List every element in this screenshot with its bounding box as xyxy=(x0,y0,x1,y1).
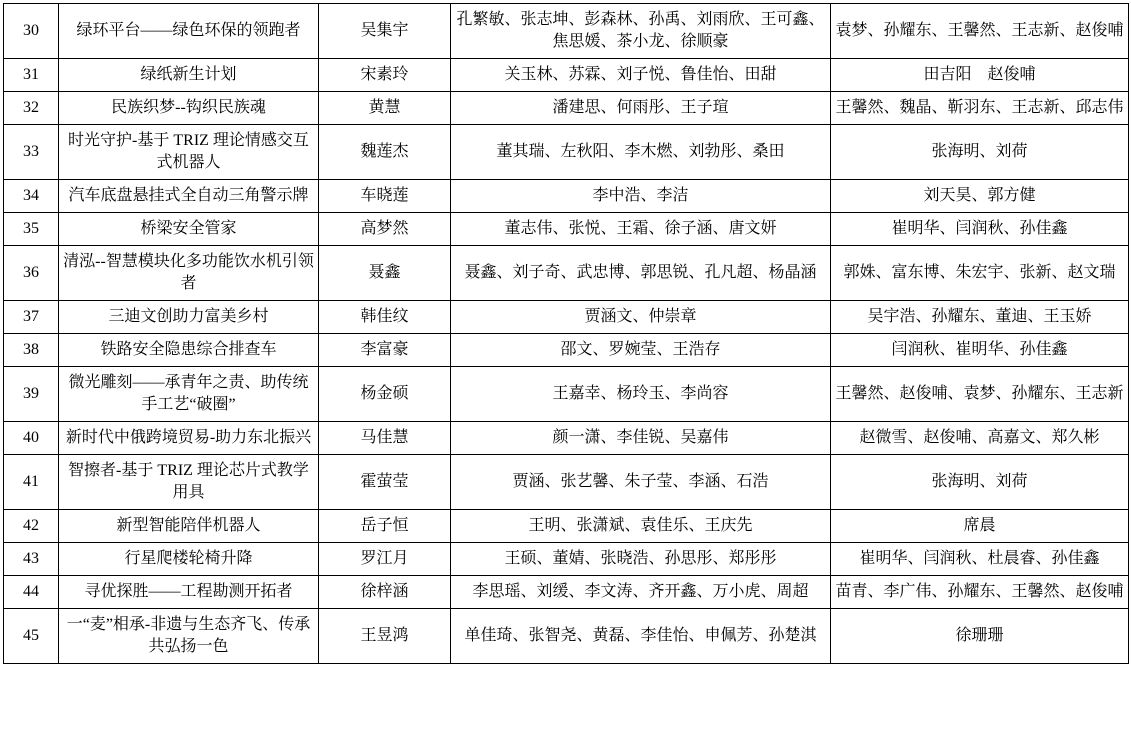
projects-table xyxy=(3,3,1129,664)
project-name-cell: 一“麦”相承-非遗与生态齐飞、传承共弘扬一色 xyxy=(59,609,319,664)
table-row xyxy=(4,609,1129,664)
project-name-cell: 微光雕刻——承青年之责、助传统手工艺“破圈” xyxy=(59,367,319,422)
leader-cell: 吴集宇 xyxy=(319,4,451,59)
row-number-cell: 38 xyxy=(4,334,59,367)
row-number-cell: 36 xyxy=(4,246,59,301)
leader-cell: 黄慧 xyxy=(319,92,451,125)
row-number-cell: 39 xyxy=(4,367,59,422)
table-row xyxy=(4,213,1129,246)
row-number-cell: 43 xyxy=(4,543,59,576)
leader-cell: 马佳慧 xyxy=(319,422,451,455)
table-row xyxy=(4,455,1129,510)
project-name-cell: 绿纸新生计划 xyxy=(59,59,319,92)
members-cell: 王明、张潇斌、袁佳乐、王庆先 xyxy=(451,510,831,543)
table-row xyxy=(4,510,1129,543)
members-cell: 王嘉幸、杨玲玉、李尚容 xyxy=(451,367,831,422)
row-number-cell: 32 xyxy=(4,92,59,125)
advisors-cell: 郭姝、富东博、朱宏宇、张新、赵文瑞 xyxy=(831,246,1129,301)
row-number-cell: 37 xyxy=(4,301,59,334)
members-cell: 颜一潇、李佳锐、吴嘉伟 xyxy=(451,422,831,455)
members-cell: 李中浩、李洁 xyxy=(451,180,831,213)
row-number-cell: 34 xyxy=(4,180,59,213)
leader-cell: 霍萤莹 xyxy=(319,455,451,510)
advisors-cell: 刘天昊、郭方健 xyxy=(831,180,1129,213)
project-name-cell: 寻优探胜——工程勘测开拓者 xyxy=(59,576,319,609)
leader-cell: 岳子恒 xyxy=(319,510,451,543)
members-cell: 李思瑶、刘缓、李文涛、齐开鑫、万小虎、周超 xyxy=(451,576,831,609)
advisors-cell: 徐珊珊 xyxy=(831,609,1129,664)
leader-cell: 徐梓涵 xyxy=(319,576,451,609)
members-cell: 孔繁敏、张志坤、彭森林、孙禹、刘雨欣、王可鑫、焦思媛、茶小龙、徐顺豪 xyxy=(451,4,831,59)
row-number-cell: 30 xyxy=(4,4,59,59)
members-cell: 王硕、董婧、张晓浩、孙思彤、郑彤彤 xyxy=(451,543,831,576)
advisors-cell: 闫润秋、崔明华、孙佳鑫 xyxy=(831,334,1129,367)
advisors-cell: 吴宇浩、孙耀东、董迪、王玉娇 xyxy=(831,301,1129,334)
leader-cell: 聂鑫 xyxy=(319,246,451,301)
advisors-cell: 席晨 xyxy=(831,510,1129,543)
row-number-cell: 33 xyxy=(4,125,59,180)
project-name-cell: 铁路安全隐患综合排查车 xyxy=(59,334,319,367)
row-number-cell: 42 xyxy=(4,510,59,543)
members-cell: 关玉林、苏霖、刘子悦、鲁佳怡、田甜 xyxy=(451,59,831,92)
project-name-cell: 汽车底盘悬挂式全自动三角警示牌 xyxy=(59,180,319,213)
advisors-cell: 崔明华、闫润秋、杜晨睿、孙佳鑫 xyxy=(831,543,1129,576)
members-cell: 单佳琦、张智尧、黄磊、李佳怡、申佩芳、孙楚淇 xyxy=(451,609,831,664)
advisors-cell: 崔明华、闫润秋、孙佳鑫 xyxy=(831,213,1129,246)
leader-cell: 韩佳纹 xyxy=(319,301,451,334)
leader-cell: 王昱鸿 xyxy=(319,609,451,664)
table-row xyxy=(4,246,1129,301)
row-number-cell: 45 xyxy=(4,609,59,664)
advisors-cell: 田吉阳 赵俊哺 xyxy=(831,59,1129,92)
members-cell: 董志伟、张悦、王霜、徐子涵、唐文妍 xyxy=(451,213,831,246)
advisors-cell: 王馨然、魏晶、靳羽东、王志新、邱志伟 xyxy=(831,92,1129,125)
table-row xyxy=(4,92,1129,125)
project-name-cell: 行星爬楼轮椅升降 xyxy=(59,543,319,576)
project-name-cell: 民族织梦--钩织民族魂 xyxy=(59,92,319,125)
leader-cell: 李富豪 xyxy=(319,334,451,367)
table-row xyxy=(4,180,1129,213)
project-name-cell: 三迪文创助力富美乡村 xyxy=(59,301,319,334)
members-cell: 董其瑞、左秋阳、李木燃、刘勃彤、桑田 xyxy=(451,125,831,180)
row-number-cell: 44 xyxy=(4,576,59,609)
table-row xyxy=(4,422,1129,455)
advisors-cell: 张海明、刘荷 xyxy=(831,125,1129,180)
project-name-cell: 绿环平台——绿色环保的领跑者 xyxy=(59,4,319,59)
advisors-cell: 王馨然、赵俊哺、袁梦、孙耀东、王志新 xyxy=(831,367,1129,422)
project-name-cell: 清泓--智慧模块化多功能饮水机引领者 xyxy=(59,246,319,301)
project-name-cell: 时光守护-基于 TRIZ 理论情感交互式机器人 xyxy=(59,125,319,180)
project-name-cell: 新型智能陪伴机器人 xyxy=(59,510,319,543)
advisors-cell: 苗青、李广伟、孙耀东、王馨然、赵俊哺 xyxy=(831,576,1129,609)
members-cell: 邵文、罗婉莹、王浩存 xyxy=(451,334,831,367)
project-name-cell: 新时代中俄跨境贸易-助力东北振兴 xyxy=(59,422,319,455)
members-cell: 贾涵文、仲崇章 xyxy=(451,301,831,334)
leader-cell: 魏莲杰 xyxy=(319,125,451,180)
table-row xyxy=(4,4,1129,59)
row-number-cell: 35 xyxy=(4,213,59,246)
table-row xyxy=(4,576,1129,609)
project-name-cell: 智擦者-基于 TRIZ 理论芯片式教学用具 xyxy=(59,455,319,510)
table-row xyxy=(4,543,1129,576)
table-row xyxy=(4,367,1129,422)
row-number-cell: 41 xyxy=(4,455,59,510)
advisors-cell: 赵微雪、赵俊哺、高嘉文、郑久彬 xyxy=(831,422,1129,455)
members-cell: 聂鑫、刘子奇、武忠博、郭思锐、孔凡超、杨晶涵 xyxy=(451,246,831,301)
table-row xyxy=(4,125,1129,180)
advisors-cell: 张海明、刘荷 xyxy=(831,455,1129,510)
members-cell: 潘建思、何雨彤、王子瑄 xyxy=(451,92,831,125)
row-number-cell: 40 xyxy=(4,422,59,455)
leader-cell: 宋素玲 xyxy=(319,59,451,92)
leader-cell: 罗江月 xyxy=(319,543,451,576)
members-cell: 贾涵、张艺馨、朱子莹、李涵、石浩 xyxy=(451,455,831,510)
table-row xyxy=(4,301,1129,334)
row-number-cell: 31 xyxy=(4,59,59,92)
table-row xyxy=(4,59,1129,92)
leader-cell: 车晓莲 xyxy=(319,180,451,213)
table-row xyxy=(4,334,1129,367)
leader-cell: 高梦然 xyxy=(319,213,451,246)
leader-cell: 杨金硕 xyxy=(319,367,451,422)
advisors-cell: 袁梦、孙耀东、王馨然、王志新、赵俊哺 xyxy=(831,4,1129,59)
project-name-cell: 桥梁安全管家 xyxy=(59,213,319,246)
